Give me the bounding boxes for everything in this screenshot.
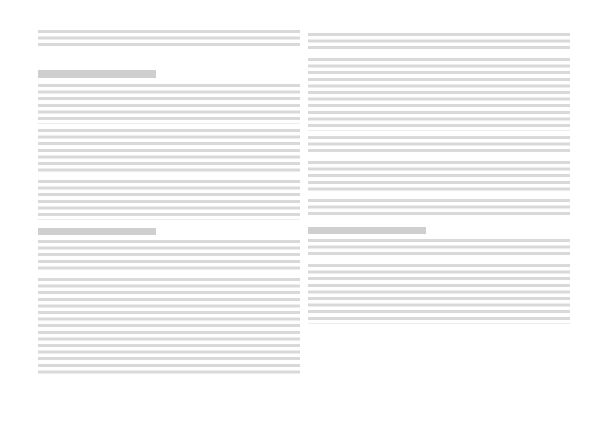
left-column (38, 30, 300, 379)
right-column (308, 33, 570, 329)
body-paragraph (308, 264, 570, 324)
body-paragraph (308, 33, 570, 53)
body-paragraph (308, 199, 570, 219)
body-paragraph (308, 239, 570, 259)
section-title (38, 70, 156, 78)
body-paragraph (38, 180, 300, 220)
body-paragraph (308, 58, 570, 131)
subsection-title (38, 228, 156, 235)
body-paragraph (38, 84, 300, 124)
body-paragraph (38, 240, 300, 273)
subsection-title (308, 227, 426, 234)
body-paragraph (38, 129, 300, 175)
intro-paragraph (38, 30, 300, 50)
body-paragraph (308, 136, 570, 156)
body-paragraph (308, 161, 570, 194)
body-paragraph (38, 278, 300, 374)
